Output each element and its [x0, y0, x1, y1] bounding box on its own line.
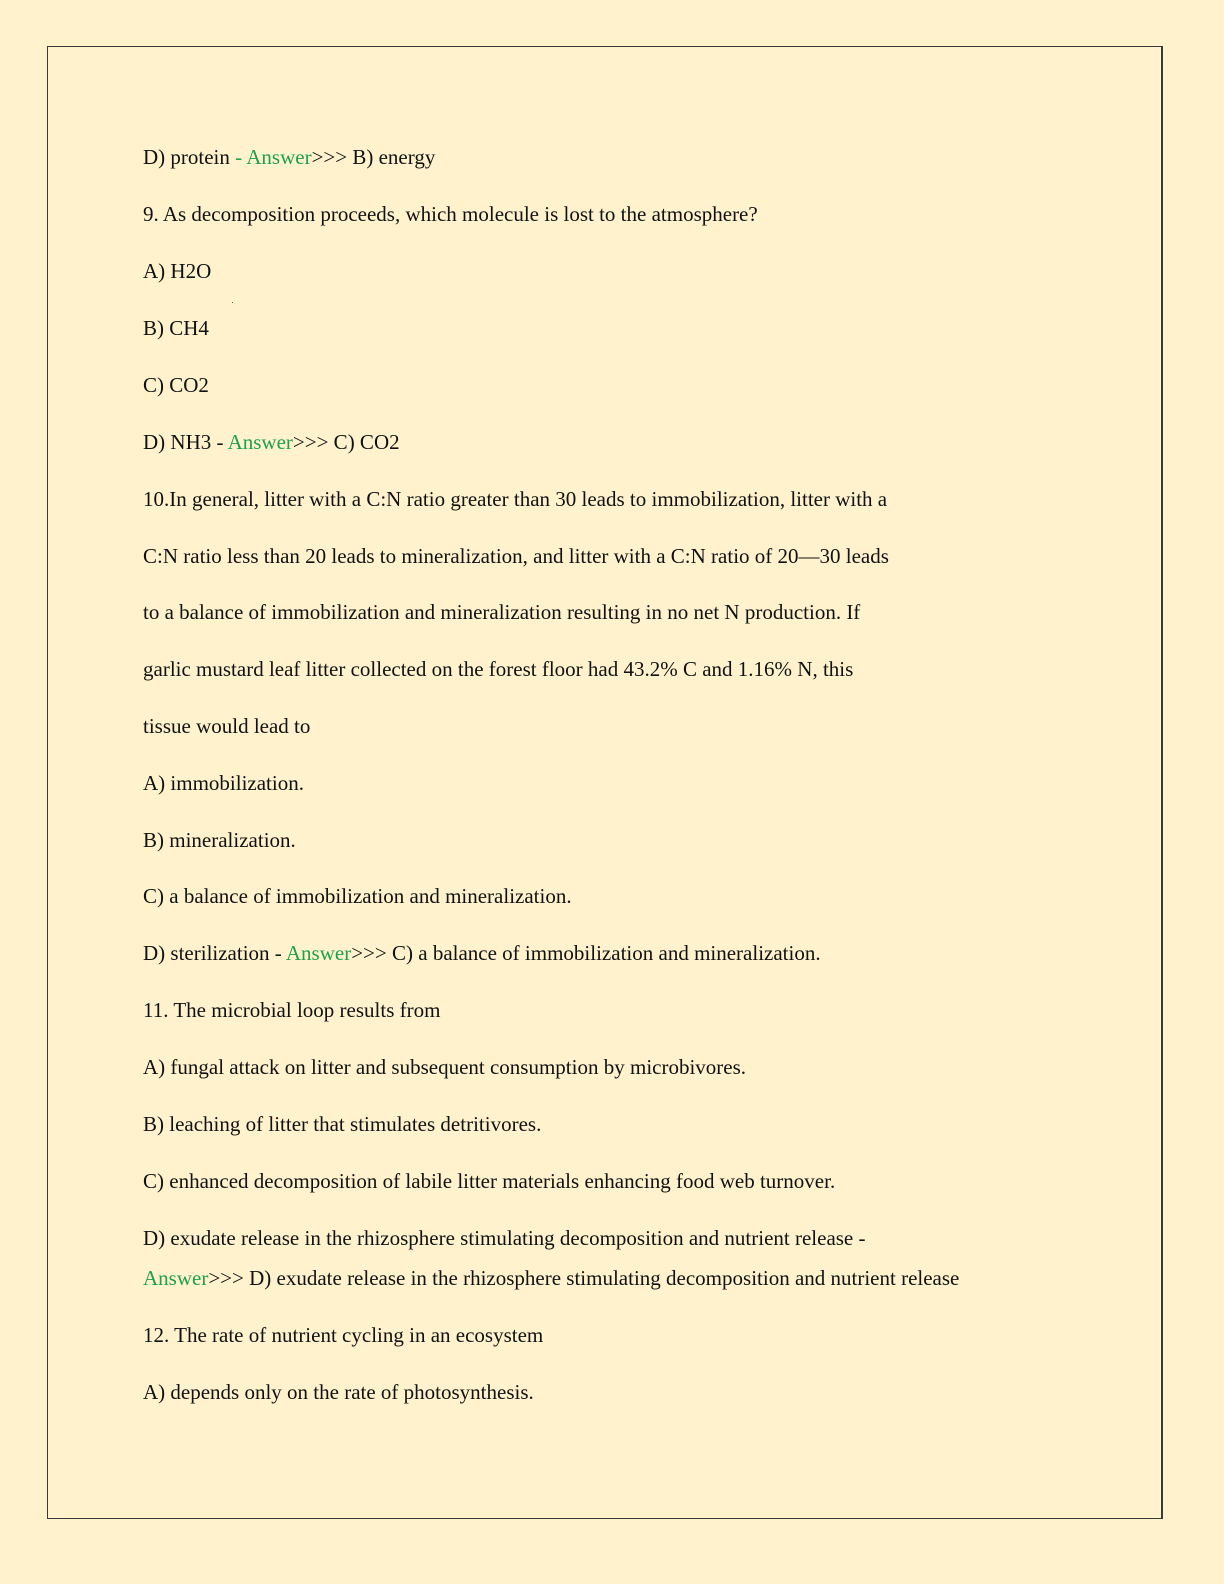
answer-text: >>> D) exudate release in the rhizosphere stimulating decomposition and nutrient release: [208, 1266, 960, 1290]
option-b: B) CH4: [143, 316, 209, 340]
question-9: 9. As decomposition proceeds, which molecule is lost to the atmosphere?: [143, 202, 758, 226]
option-a: A) immobilization.: [143, 771, 304, 795]
question-10-line-1: 10.In general, litter with a C:N ratio greater than 30 leads to immobilization, litter with a: [143, 487, 888, 511]
question-10-line-4: garlic mustard leaf litter collected on the forest floor had 43.2% C and 1.16% N, this: [143, 657, 854, 681]
option-c: C) CO2: [143, 373, 209, 397]
answer-text: >>> C) CO2: [292, 430, 400, 454]
option-b: B) leaching of litter that stimulates detritivores.: [143, 1112, 542, 1136]
option-c: C) a balance of immobilization and mineralization.: [143, 884, 572, 908]
option-b: B) mineralization.: [143, 828, 296, 852]
answer-text: >>> C) a balance of immobilization and mineralization.: [351, 941, 821, 965]
answer-line-q10: [143, 941, 821, 965]
answer-line-q9: [143, 430, 400, 454]
answer-text: >>> B) energy: [311, 145, 436, 169]
answer-label: Answer: [285, 941, 352, 965]
line-prefix: D) NH3 -: [143, 430, 228, 454]
option-a: A) H2O: [143, 259, 212, 283]
question-10-line-2: C:N ratio less than 20 leads to mineralization, and litter with a C:N ratio of 20—30 leads: [143, 544, 889, 568]
option-a: A) depends only on the rate of photosynthesis.: [143, 1380, 534, 1404]
answer-line-q8: [143, 145, 435, 169]
question-10-line-5: tissue would lead to: [143, 714, 311, 738]
option-a: A) fungal attack on litter and subsequent consumption by microbivores.: [143, 1055, 747, 1079]
question-12: 12. The rate of nutrient cycling in an ecosystem: [143, 1323, 544, 1347]
line-prefix: D) sterilization -: [143, 941, 286, 965]
stray-dot: [232, 302, 233, 303]
answer-line-q11: [143, 1266, 959, 1290]
line-prefix: D) protein: [143, 145, 236, 169]
question-11: 11. The microbial loop results from: [143, 998, 441, 1022]
answer-label: Answer: [143, 1266, 209, 1290]
question-10-line-3: to a balance of immobilization and mineralization resulting in no net N production. If: [143, 600, 861, 624]
answer-label: - Answer: [235, 145, 312, 169]
option-d: D) exudate release in the rhizosphere stimulating decomposition and nutrient release -: [143, 1226, 866, 1250]
option-c: C) enhanced decomposition of labile litter materials enhancing food web turnover.: [143, 1169, 836, 1193]
answer-label: Answer: [227, 430, 293, 454]
